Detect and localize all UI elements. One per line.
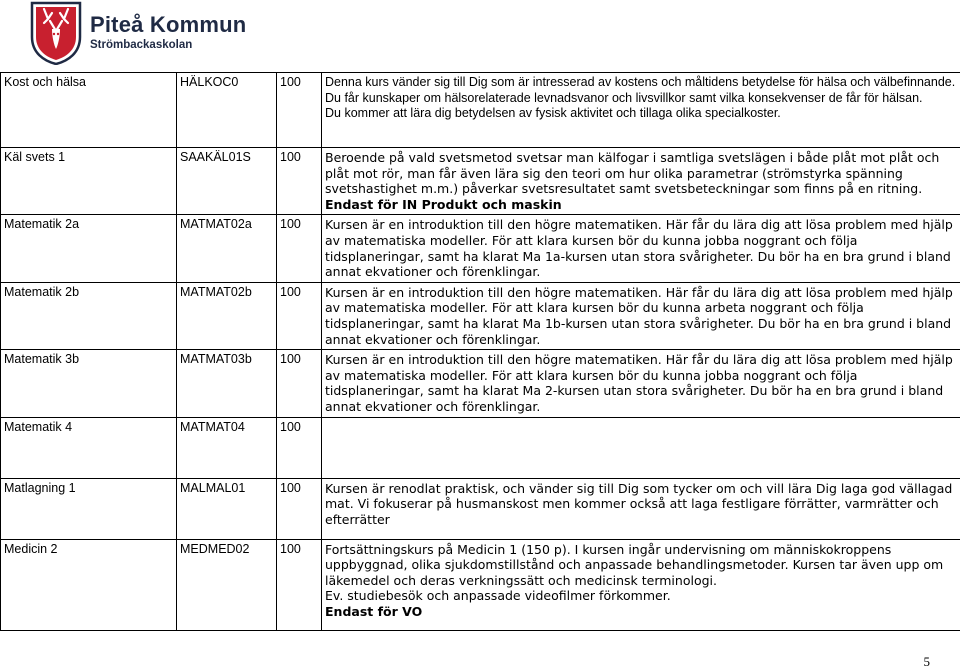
course-description: [322, 417, 960, 478]
brand-name: Piteå Kommun: [90, 12, 247, 37]
brand: [90, 13, 246, 53]
course-description: [322, 148, 960, 215]
course-description: [322, 539, 960, 630]
course-name: Matematik 2b: [1, 282, 177, 349]
course-points: 100: [277, 282, 322, 349]
description-text: Du kommer att lära dig betydelsen av fysisk aktivitet och tillaga olika specialkoster.: [325, 106, 781, 121]
course-code: MATMAT04: [177, 417, 277, 478]
course-code: MATMAT03b: [177, 350, 277, 417]
course-code: MALMAL01: [177, 478, 277, 539]
course-points: 100: [277, 478, 322, 539]
course-name: Medicin 2: [1, 539, 177, 630]
table-row: [1, 73, 960, 148]
description-text: Ev. studiebesök och anpassade videofilmer förkommer.: [325, 588, 671, 604]
table-row: [1, 282, 960, 349]
brand-sub: Strömbackaskolan: [90, 39, 193, 51]
restriction-note: Endast för IN Produkt och maskin: [325, 196, 562, 212]
course-code: MATMAT02b: [177, 282, 277, 349]
description-text: Fortsättningskurs på Medicin 1 (150 p). I kursen ingår undervisning om människokroppens uppbyggnad, olika sjukdomstillstånd och anpassade behandlingsmetoder. Kursen tar även upp om läkemedel och deras verkningssätt och medicinsk terminologi.: [325, 541, 944, 588]
table-row: [1, 350, 960, 417]
course-name: Matematik 4: [1, 417, 177, 478]
description-text: Beroende på vald svetsmetod svetsar man kälfogar i samtliga svetslägen i både plåt mot plåt och plåt mot rör, man får även lära sig den teori om hur olika parametrar (strömstyrka spänning svetshastighet m.m.) påverkar svetsresultatet samt svetsbeteckningar som finns på en ritning.: [325, 150, 940, 197]
restriction-note: Endast för VO: [325, 603, 423, 619]
table-row: [1, 215, 960, 282]
course-points: 100: [277, 417, 322, 478]
course-name: Matematik 2a: [1, 215, 177, 282]
pitea-reindeer-logo-icon: [30, 1, 82, 65]
description-text: Denna kurs vänder sig till Dig som är intresserad av kostens och måltidens betydelse för hälsa och välbefinnande. Du får kunskaper om hälsorelaterade levnadsvanor och livsvillkor samt vilka konsekvenser de får för hälsan.: [325, 75, 956, 105]
table-row: [1, 478, 960, 539]
course-description: Kursen är renodlat praktisk, och vänder sig till Dig som tycker om och vill lära Dig laga god vällagad mat. Vi fokuserar på husmanskost men kommer också att laga festligare förrätter, varmrätter och efterrätter: [322, 478, 960, 539]
course-code: MATMAT02a: [177, 215, 277, 282]
course-points: 100: [277, 539, 322, 630]
course-name: Matlagning 1: [1, 478, 177, 539]
course-code: MEDMED02: [177, 539, 277, 630]
course-name: Kost och hälsa: [1, 73, 177, 148]
table-row: [1, 539, 960, 630]
course-description: Kursen är en introduktion till den högre matematiken. Här får du lära dig att lösa problem med hjälp av matematiska modeller. För att klara kursen bör du kunna jobba noggrant och följa tidsplaneringar, samt ha klarat Ma 1a-kursen utan stora svårigheter. Du bör ha en bra grund i bland annat ekvationer och förenklingar.: [322, 215, 960, 282]
course-points: 100: [277, 73, 322, 148]
course-points: 100: [277, 148, 322, 215]
course-name: Käl svets 1: [1, 148, 177, 215]
table-row: [1, 417, 960, 478]
course-description: [322, 73, 960, 148]
course-description: Kursen är en introduktion till den högre matematiken. Här får du lära dig att lösa problem med hjälp av matematiska modeller. För att klara kursen bör du kunna jobba noggrant och följa tidsplaneringar, samt ha klarat Ma 2-kursen utan stora svårigheter. Du bör ha en bra grund i bland annat ekvationer och förenklingar.: [322, 350, 960, 417]
course-code: SAAKÄL01S: [177, 148, 277, 215]
course-name: Matematik 3b: [1, 350, 177, 417]
course-points: 100: [277, 350, 322, 417]
page-number: 5: [923, 654, 930, 669]
course-table: [0, 72, 960, 631]
page-header: [30, 0, 246, 66]
course-description: Kursen är en introduktion till den högre matematiken. Här får du lära dig att lösa problem med hjälp av matematiska modeller. För att klara kursen bör du kunna arbeta noggrant och följa tidsplaneringar, samt ha klarat Ma 1b-kursen utan stora svårigheter. Du bör ha en bra grund i bland annat ekvationer och förenklingar.: [322, 282, 960, 349]
table-row: [1, 148, 960, 215]
course-code: HÄLKOC0: [177, 73, 277, 148]
course-points: 100: [277, 215, 322, 282]
